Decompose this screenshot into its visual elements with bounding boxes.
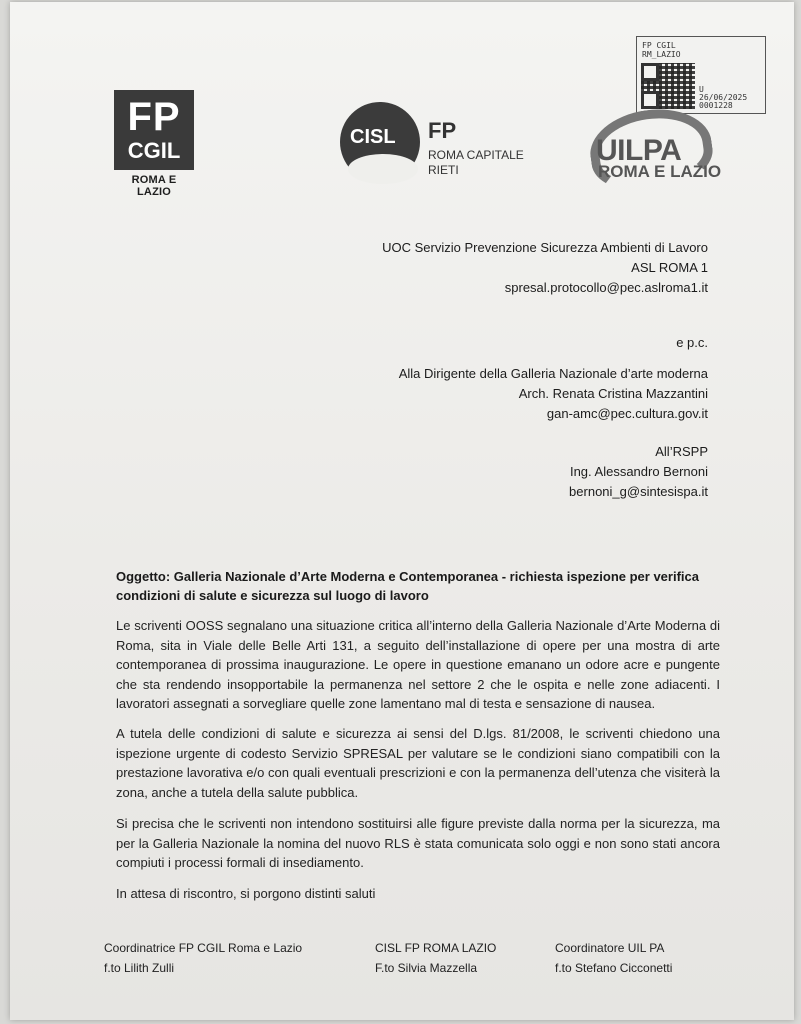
letter-page [10,2,794,1020]
stamp-region: RM_LAZIO [642,50,681,59]
paragraph-situation: Le scriventi OOSS segnalano una situazione critica all’interno della Galleria Nazionale d’Arte Moderna di Roma, sita in Viale delle Belle Arti 131, a seguito dell’installazione di opere per una mostra di arte contemporanea di prossima inaugurazione. Le opere in questione emanano un odore acre e pungente che sta rendendo insopportabile la permanenza nel settore 2 che le ospita e nelle zone adiacenti. I lavoratori assegnati a sorvegliare quelle zone lamentano mal di testa e sensazione di nausea. [116,618,720,711]
signature-cisl-fp [375,938,496,978]
cisl-logo-line1: ROMA CAPITALE [428,148,524,162]
fp-cgil-logo-bottom: CGIL [127,138,181,163]
cisl-logo-word: CISL [350,126,396,148]
signature-fp-cgil [104,938,302,978]
recipient-rspp-email: bernoni_g@sintesispa.it [569,484,708,499]
epc-label: e p.c. [676,335,708,350]
signature-role: Coordinatrice FP CGIL Roma e Lazio [104,941,303,955]
recipient-spresal-name: UOC Servizio Prevenzione Sicurezza Ambienti di Lavoro [382,240,708,255]
recipient-rspp [569,442,708,502]
cisl-logo-line2: RIETI [428,163,459,177]
signature-role: CISL FP ROMA LAZIO [375,941,497,955]
uilpa-logo [586,110,726,190]
signature-name: f.to Stefano Cicconetti [555,961,673,975]
fp-cgil-logo-top: FP [127,95,181,139]
recipient-rspp-title: All’RSPP [655,444,708,459]
paragraph-closing: In attesa di riscontro, si porgono distinti saluti [116,886,376,901]
signature-uil-pa [555,938,672,978]
paragraph-clarification: Si precisa che le scriventi non intendono sostituirsi alle figure previste dalla norma per la sicurezza, ma per la Galleria Nazionale la nomina del nuovo RLS è stata comunicata solo oggi e non sono stati ancora compiuti i processi formali di insediamento. [116,816,720,870]
recipient-spresal-asl: ASL ROMA 1 [631,260,708,275]
stamp-number: 0001228 [699,101,733,110]
subject-line: Oggetto: Galleria Nazionale d’Arte Moderna e Contemporanea - richiesta ispezione per verifica condizioni di salute e sicurezza sul luogo di lavoro [116,569,699,603]
cisl-fp-logo [340,102,560,192]
recipient-spresal [382,238,708,298]
cisl-logo-fp: FP [428,118,457,143]
fp-cgil-logo [114,90,194,198]
recipient-galleria-title: Alla Dirigente della Galleria Nazionale d’arte moderna [398,366,708,381]
recipient-galleria [399,364,708,424]
stamp-date: 26/06/2025 [699,93,748,102]
recipient-spresal-email: spresal.protocollo@pec.aslroma1.it [504,280,708,295]
signature-role: Coordinatore UIL PA [555,941,665,955]
uilpa-logo-sub: ROMA E LAZIO [598,162,722,181]
paragraph-request: A tutela delle condizioni di salute e sicurezza ai sensi del D.lgs. 81/2008, le scriventi chiedono una ispezione urgente di codesto Servizio SPRESAL per valutare se le condizioni siano compatibili con la prestazione lavorativa e/o con quali eventuali prescrizioni e con la permanenza dell’utenza che visiterà la zona, anche a tutela della salute pubblica. [116,726,720,800]
recipient-rspp-name: Ing. Alessandro Bernoni [569,464,708,479]
qr-code-icon [641,63,695,109]
recipient-galleria-email: gan-amc@pec.cultura.gov.it [546,406,708,421]
fp-cgil-logo-sub: ROMA E LAZIO [131,174,177,198]
signature-name: f.to Lilith Zulli [104,961,175,975]
stamp-direction: U [699,85,704,94]
stamp-org: FP CGIL [642,41,676,50]
protocol-stamp [636,36,766,114]
uilpa-logo-word: UILPA [596,134,682,167]
recipient-galleria-name: Arch. Renata Cristina Mazzantini [518,386,708,401]
signature-name: F.to Silvia Mazzella [375,961,478,975]
